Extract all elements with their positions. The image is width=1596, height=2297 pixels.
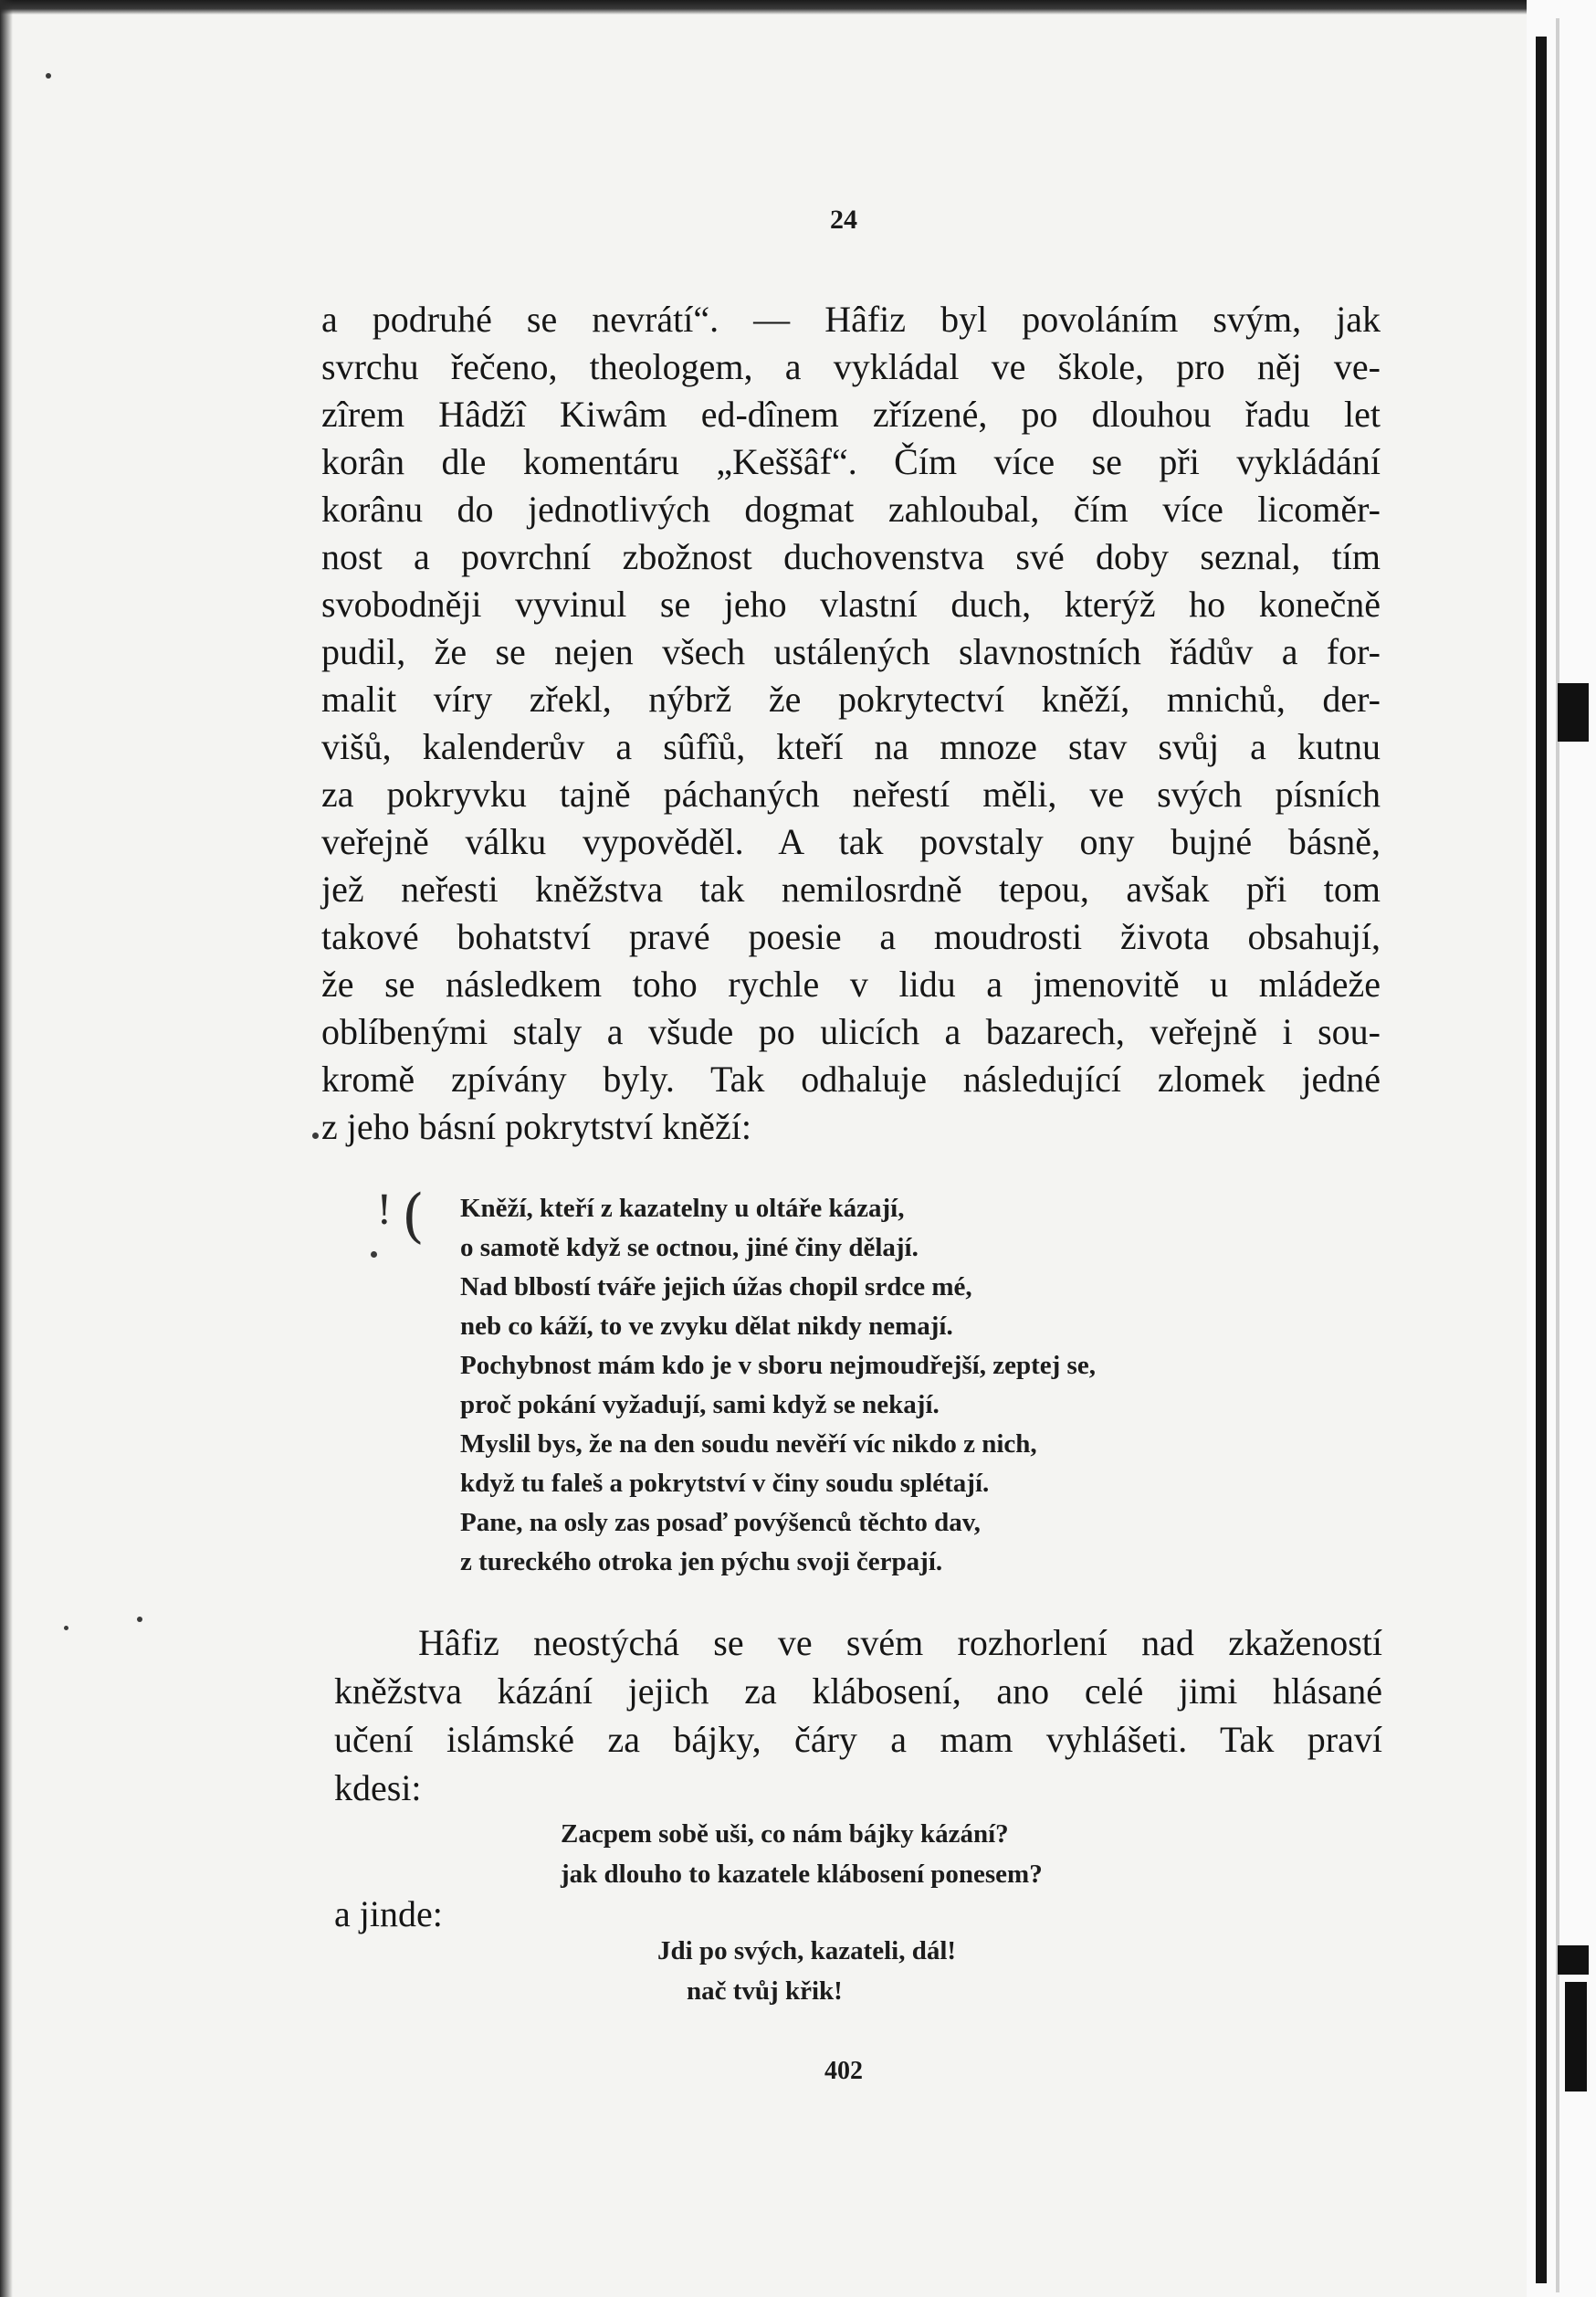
- text-line: kdesi:: [334, 1767, 422, 1808]
- poem-verse: z tureckého otroka jen pýchu svoji čerpají.: [460, 1547, 943, 1576]
- poem: [460, 1189, 1337, 1582]
- ink-speck: [137, 1617, 142, 1622]
- text-line: a podruhé se nevrátí“. — Hâfiz byl povoláním svým, jak: [321, 299, 1381, 340]
- text-line: korânu do jednotlivých dogmat zahloubal, čím více licoměr-: [321, 489, 1381, 530]
- poem-verse: proč pokání vyžadují, sami když se nekají.: [460, 1390, 940, 1419]
- ink-speck: [312, 1133, 319, 1139]
- quote-2-intro: a jinde:: [334, 1893, 443, 1934]
- quote-verse: jak dlouho to kazatele klábosení ponesem?: [561, 1860, 1043, 1889]
- text-line: svobodněji vyvinul se jeho vlastní duch, kterýž ho konečně: [321, 584, 1381, 625]
- poem-verse: Nad blbostí tváře jejich úžas chopil srdce mé,: [460, 1272, 972, 1301]
- text-line: malit víry zřekl, nýbrž že pokrytectví kněží, mnichů, der-: [321, 679, 1381, 720]
- text-line: zîrem Hâdžî Kiwâm ed-dînem zřízené, po dlouhou řadu let: [321, 394, 1381, 435]
- poem-verse: Pane, na osly zas posaď povýšenců těchto dav,: [460, 1508, 981, 1537]
- text-line: takové bohatství pravé poesie a moudrosti života obsahují,: [321, 916, 1381, 957]
- text-line: veřejně válku vypověděl. A tak povstaly ony bujné básně,: [321, 821, 1381, 862]
- pencil-mark-icon: !: [376, 1187, 393, 1234]
- poem-verse: když tu faleš a pokrytství v činy soudu splétají.: [460, 1469, 990, 1498]
- poem-verse: neb co káží, to ve zvyku dělat nikdy nemají.: [460, 1312, 953, 1341]
- bracket-mark-icon: (: [402, 1183, 425, 1250]
- text-line: za pokryvku tajně páchaných neřestí měli, ve svých písních: [321, 774, 1381, 815]
- text-line: kněžstva kázání jejich za klábosení, ano celé jimi hlásané: [334, 1670, 1382, 1712]
- ink-speck: [371, 1251, 377, 1258]
- binding-mark: [1558, 1945, 1589, 1975]
- text-line: jež neřesti kněžstva tak nemilosrdně tepou, avšak při tom: [321, 869, 1381, 910]
- text-line: z jeho básní pokrytství kněží:: [321, 1106, 752, 1147]
- binding-mark: [1558, 683, 1589, 742]
- paragraph-1: [321, 296, 1381, 1151]
- text-line: že se následkem toho rychle v lidu a jmenovitě u mládeže: [321, 964, 1381, 1005]
- page-number: 24: [830, 205, 857, 235]
- text-line: kromě zpívány byly. Tak odhaluje následující zlomek jedné: [321, 1059, 1381, 1100]
- sheet-signature: 402: [824, 2057, 863, 2085]
- text-line: svrchu řečeno, theologem, a vykládal ve škole, pro něj ve-: [321, 346, 1381, 387]
- scan-edge-right: [1527, 0, 1596, 2297]
- text-line: nost a povrchní zbožnost duchovenstva své doby seznal, tím: [321, 536, 1381, 577]
- text-line: učení islámské za bájky, čáry a mam vyhlášeti. Tak praví: [334, 1719, 1382, 1760]
- quote-verse: Jdi po svých, kazateli, dál!: [657, 1936, 957, 1965]
- poem-verse: Kněží, kteří z kazatelny u oltáře kázají,: [460, 1194, 905, 1223]
- quote-2: [657, 1931, 956, 2011]
- quote-verse: nač tvůj křik!: [687, 1976, 843, 2006]
- text-line: višů, kalenderův a sûfîů, kteří na mnoze stav svůj a kutnu: [321, 726, 1381, 767]
- scan-edge-top: [0, 0, 1596, 15]
- text-line: pudil, že se nejen všech ustálených slavnostních řádův a for-: [321, 631, 1381, 672]
- ink-speck: [46, 73, 51, 79]
- ink-speck: [64, 1626, 68, 1630]
- text-line: Hâfiz neostýchá se ve svém rozhorlení nad zkažeností: [418, 1622, 1382, 1663]
- quote-verse: Zacpem sobě uši, co nám bájky kázání?: [561, 1819, 1009, 1849]
- text-line: oblíbenými staly a všude po ulicích a bazarech, veřejně i sou-: [321, 1011, 1381, 1052]
- text-line: korân dle komentáru „Keššâf“. Čím více se při vykládání: [321, 441, 1381, 482]
- poem-verse: Myslil bys, že na den soudu nevěří víc nikdo z nich,: [460, 1429, 1037, 1459]
- poem-verse: Pochybnost mám kdo je v sboru nejmoudřejší, zeptej se,: [460, 1351, 1096, 1380]
- binding-shadow: [1536, 37, 1547, 2283]
- scan-edge-left: [0, 0, 13, 2297]
- quote-1: [561, 1814, 1043, 1894]
- poem-verse: o samotě když se octnou, jiné činy dělají.: [460, 1233, 919, 1262]
- paragraph-2: [334, 1618, 1382, 1812]
